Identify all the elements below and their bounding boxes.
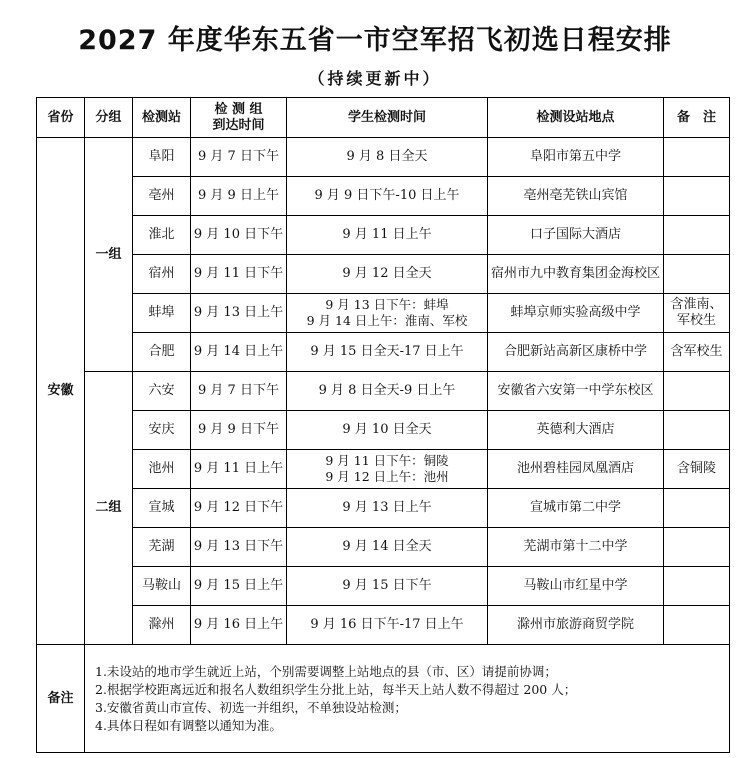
test-time-cell <box>287 216 488 255</box>
test-time-cell <box>287 333 488 372</box>
location-cell: 合肥新站高新区康桥中学 <box>488 333 664 372</box>
arrival-time-cell: 9 月 11 日上午 <box>191 450 287 489</box>
location-cell: 口子国际大酒店 <box>488 216 664 255</box>
arrival-time-cell: 9 月 15 日上午 <box>191 567 287 606</box>
table-row <box>37 411 730 450</box>
remark-cell <box>664 255 730 294</box>
station-cell: 阜阳 <box>133 138 191 177</box>
arrival-time-cell: 9 月 9 日下午 <box>191 411 287 450</box>
remark-cell <box>664 216 730 255</box>
remark-cell <box>664 333 730 372</box>
table-row <box>37 177 730 216</box>
station-cell: 淮北 <box>133 216 191 255</box>
test-time-cell <box>287 294 488 333</box>
table-row <box>37 216 730 255</box>
table-row <box>37 528 730 567</box>
station-cell: 宿州 <box>133 255 191 294</box>
table-row <box>37 333 730 372</box>
remark-cell <box>664 528 730 567</box>
remark-line: 军校生 <box>676 313 716 328</box>
group-cell: 一组 <box>85 138 133 372</box>
table-row <box>37 255 730 294</box>
notes-content <box>85 645 730 753</box>
notes-label: 备注 <box>37 645 85 753</box>
test-time-line: 9 月 13 日上午 <box>342 500 432 515</box>
arrival-time-cell: 9 月 16 日上午 <box>191 606 287 645</box>
document-title: 2027 年度华东五省一市空军招飞初选日程安排 <box>78 25 672 56</box>
table-row <box>37 606 730 645</box>
table-row <box>37 489 730 528</box>
header-arrival-line1: 检 测 组 <box>214 101 263 117</box>
remark-cell <box>664 138 730 177</box>
arrival-time-cell: 9 月 14 日上午 <box>191 333 287 372</box>
header-test-time: 学生检测时间 <box>287 98 488 138</box>
location-cell: 芜湖市第十二中学 <box>488 528 664 567</box>
header-province: 省份 <box>37 98 85 138</box>
schedule-table <box>36 97 730 753</box>
remark-cell <box>664 177 730 216</box>
location-cell: 宣城市第二中学 <box>488 489 664 528</box>
station-cell: 宣城 <box>133 489 191 528</box>
remark-cell <box>664 294 730 333</box>
test-time-cell <box>287 138 488 177</box>
remark-cell <box>664 411 730 450</box>
location-cell: 宿州市九中教育集团金海校区 <box>488 255 664 294</box>
station-cell: 池州 <box>133 450 191 489</box>
test-time-line: 9 月 12 日上午：池州 <box>325 469 449 484</box>
station-cell: 安庆 <box>133 411 191 450</box>
arrival-time-cell: 9 月 7 日下午 <box>191 138 287 177</box>
remark-cell <box>664 489 730 528</box>
table-row <box>37 372 730 411</box>
arrival-time-cell: 9 月 10 日下午 <box>191 216 287 255</box>
station-cell: 蚌埠 <box>133 294 191 333</box>
test-time-cell <box>287 606 488 645</box>
location-cell: 马鞍山市红星中学 <box>488 567 664 606</box>
group-cell: 二组 <box>85 372 133 645</box>
station-cell: 马鞍山 <box>133 567 191 606</box>
arrival-time-cell: 9 月 13 日下午 <box>191 528 287 567</box>
table-row <box>37 294 730 333</box>
test-time-line: 9 月 12 日全天 <box>342 266 432 281</box>
table-header-row <box>37 98 730 138</box>
arrival-time-cell: 9 月 9 日上午 <box>191 177 287 216</box>
header-arrival-line2: 到达时间 <box>212 117 265 133</box>
location-cell: 阜阳市第五中学 <box>488 138 664 177</box>
note-item: 2.根据学校距离远近和报名人数组织学生分批上站，每半天上站人数不得超过 200 人； <box>95 681 577 697</box>
location-cell: 英德利大酒店 <box>488 411 664 450</box>
test-time-cell <box>287 372 488 411</box>
remark-line: 含淮南、 <box>670 297 723 312</box>
note-item: 4.具体日程如有调整以通知为准。 <box>95 717 282 733</box>
remark-cell <box>664 567 730 606</box>
table-row <box>37 567 730 606</box>
location-cell: 安徽省六安第一中学东校区 <box>488 372 664 411</box>
test-time-cell <box>287 411 488 450</box>
station-cell: 滁州 <box>133 606 191 645</box>
test-time-line: 9 月 10 日全天 <box>342 422 432 437</box>
table-row <box>37 450 730 489</box>
test-time-line: 9 月 13 日下午：蚌埠 <box>325 297 449 312</box>
station-cell: 六安 <box>133 372 191 411</box>
location-cell: 蚌埠京师实验高级中学 <box>488 294 664 333</box>
location-cell: 滁州市旅游商贸学院 <box>488 606 664 645</box>
station-cell: 合肥 <box>133 333 191 372</box>
remark-line: 含铜陵 <box>676 461 716 476</box>
station-cell: 亳州 <box>133 177 191 216</box>
header-group: 分组 <box>85 98 133 138</box>
remark-cell <box>664 450 730 489</box>
arrival-time-cell: 9 月 11 日下午 <box>191 255 287 294</box>
notes-row <box>37 645 730 753</box>
test-time-line: 9 月 14 日全天 <box>342 539 432 554</box>
header-location: 检测设站地点 <box>488 98 664 138</box>
header-arrival-time <box>191 98 287 138</box>
arrival-time-cell: 9 月 12 日下午 <box>191 489 287 528</box>
location-cell: 亳州亳芜铁山宾馆 <box>488 177 664 216</box>
remark-line: 含军校生 <box>670 344 723 359</box>
test-time-cell <box>287 450 488 489</box>
test-time-cell <box>287 489 488 528</box>
document-subtitle: （持续更新中） <box>308 69 442 88</box>
arrival-time-cell: 9 月 13 日上午 <box>191 294 287 333</box>
province-cell: 安徽 <box>37 138 85 645</box>
test-time-line: 9 月 16 日下午-17 日上午 <box>310 617 464 632</box>
location-cell: 池州碧桂园凤凰酒店 <box>488 450 664 489</box>
remark-cell <box>664 606 730 645</box>
arrival-time-cell: 9 月 7 日下午 <box>191 372 287 411</box>
test-time-line: 9 月 11 日下午：铜陵 <box>325 453 449 468</box>
header-station: 检测站 <box>133 98 191 138</box>
test-time-line: 9 月 15 日全天-17 日上午 <box>310 344 464 359</box>
test-time-cell <box>287 528 488 567</box>
test-time-line: 9 月 8 日全天 <box>346 149 428 164</box>
test-time-cell <box>287 177 488 216</box>
station-cell: 芜湖 <box>133 528 191 567</box>
test-time-cell <box>287 567 488 606</box>
header-remark: 备 注 <box>664 98 730 138</box>
test-time-cell <box>287 255 488 294</box>
schedule-body <box>37 138 730 645</box>
test-time-line: 9 月 14 日上午：淮南、军校 <box>306 313 468 328</box>
test-time-line: 9 月 9 日下午-10 日上午 <box>314 188 460 203</box>
test-time-line: 9 月 11 日上午 <box>342 227 432 242</box>
test-time-line: 9 月 15 日下午 <box>342 578 432 593</box>
note-item: 1.未设站的地市学生就近上站，个别需要调整上站地点的县（市、区）请提前协调； <box>95 663 557 679</box>
remark-cell <box>664 372 730 411</box>
note-item: 3.安徽省黄山市宣传、初选一并组织，不单独设站检测； <box>95 699 407 715</box>
test-time-line: 9 月 8 日全天-9 日上午 <box>318 383 456 398</box>
table-row <box>37 138 730 177</box>
